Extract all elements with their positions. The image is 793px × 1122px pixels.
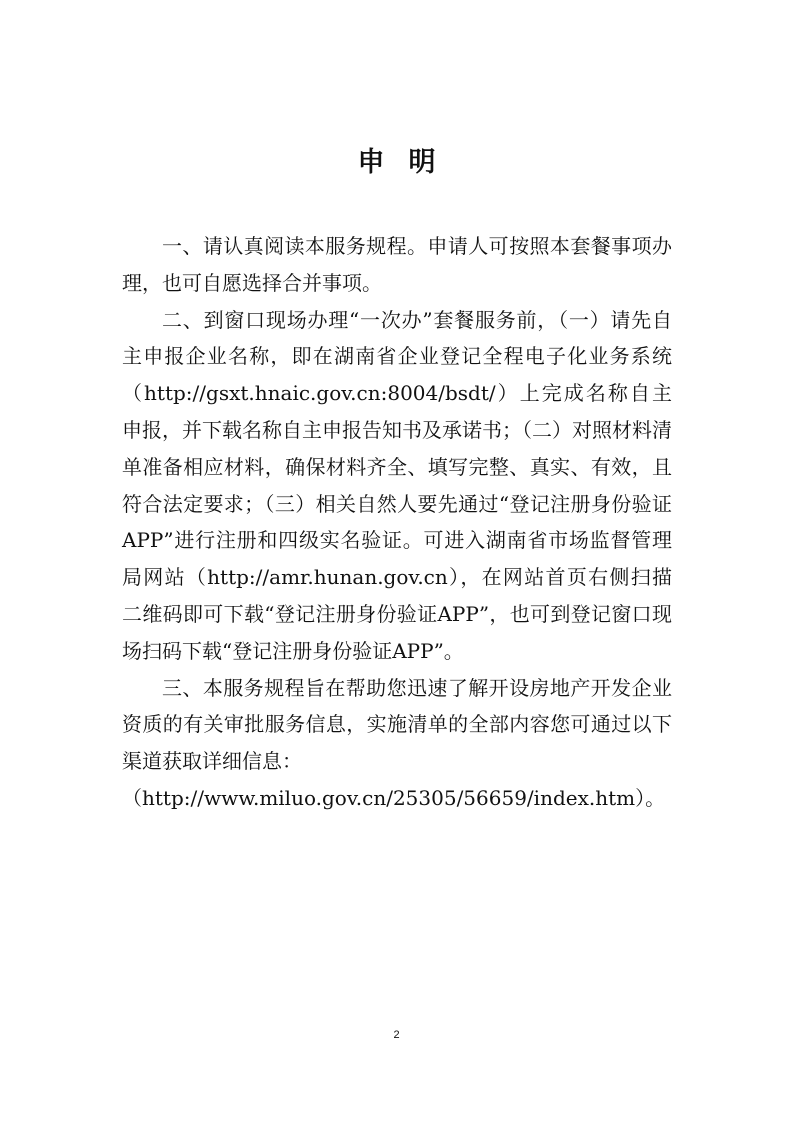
page-title: 申明 (357, 147, 460, 178)
page-number: 2 (393, 1029, 400, 1041)
document-body (122, 228, 672, 817)
paragraph-2: 二、到窗口现场办理“一次办”套餐服务前，（一）请先自主申报企业名称，即在湖南省企业登记全程电子化业务系统（http://gsxt.hnaic.gov.cn:8004/bsdt/）上完成名称自主申报，并下载名称自主申报告知书及承诺书；（二）对照材料清单准备相应材料，确保材料齐全、填写完整、真实、有效，且符合法定要求；（三）相关自然人要先通过“登记注册身份验证APP”进行注册和四级实名验证。可进入湖南省市场监督管理局网站（http://amr.hunan.gov.cn），在网站首页右侧扫描二维码即可下载“登记注册身份验证APP”，也可到登记窗口现场扫码下载“登记注册身份验证APP”。 (122, 307, 672, 663)
paragraph-3: 三、本服务规程旨在帮助您迅速了解开设房地产开发企业资质的有关审批服务信息，实施清单的全部内容您可通过以下渠道获取详细信息： (122, 675, 672, 774)
info-link-line: （http://www.miluo.gov.cn/25305/56659/index.htm）。 (122, 785, 666, 810)
paragraph-1: 一、请认真阅读本服务规程。申请人可按照本套餐事项办理，也可自愿选择合并事项。 (122, 234, 672, 295)
